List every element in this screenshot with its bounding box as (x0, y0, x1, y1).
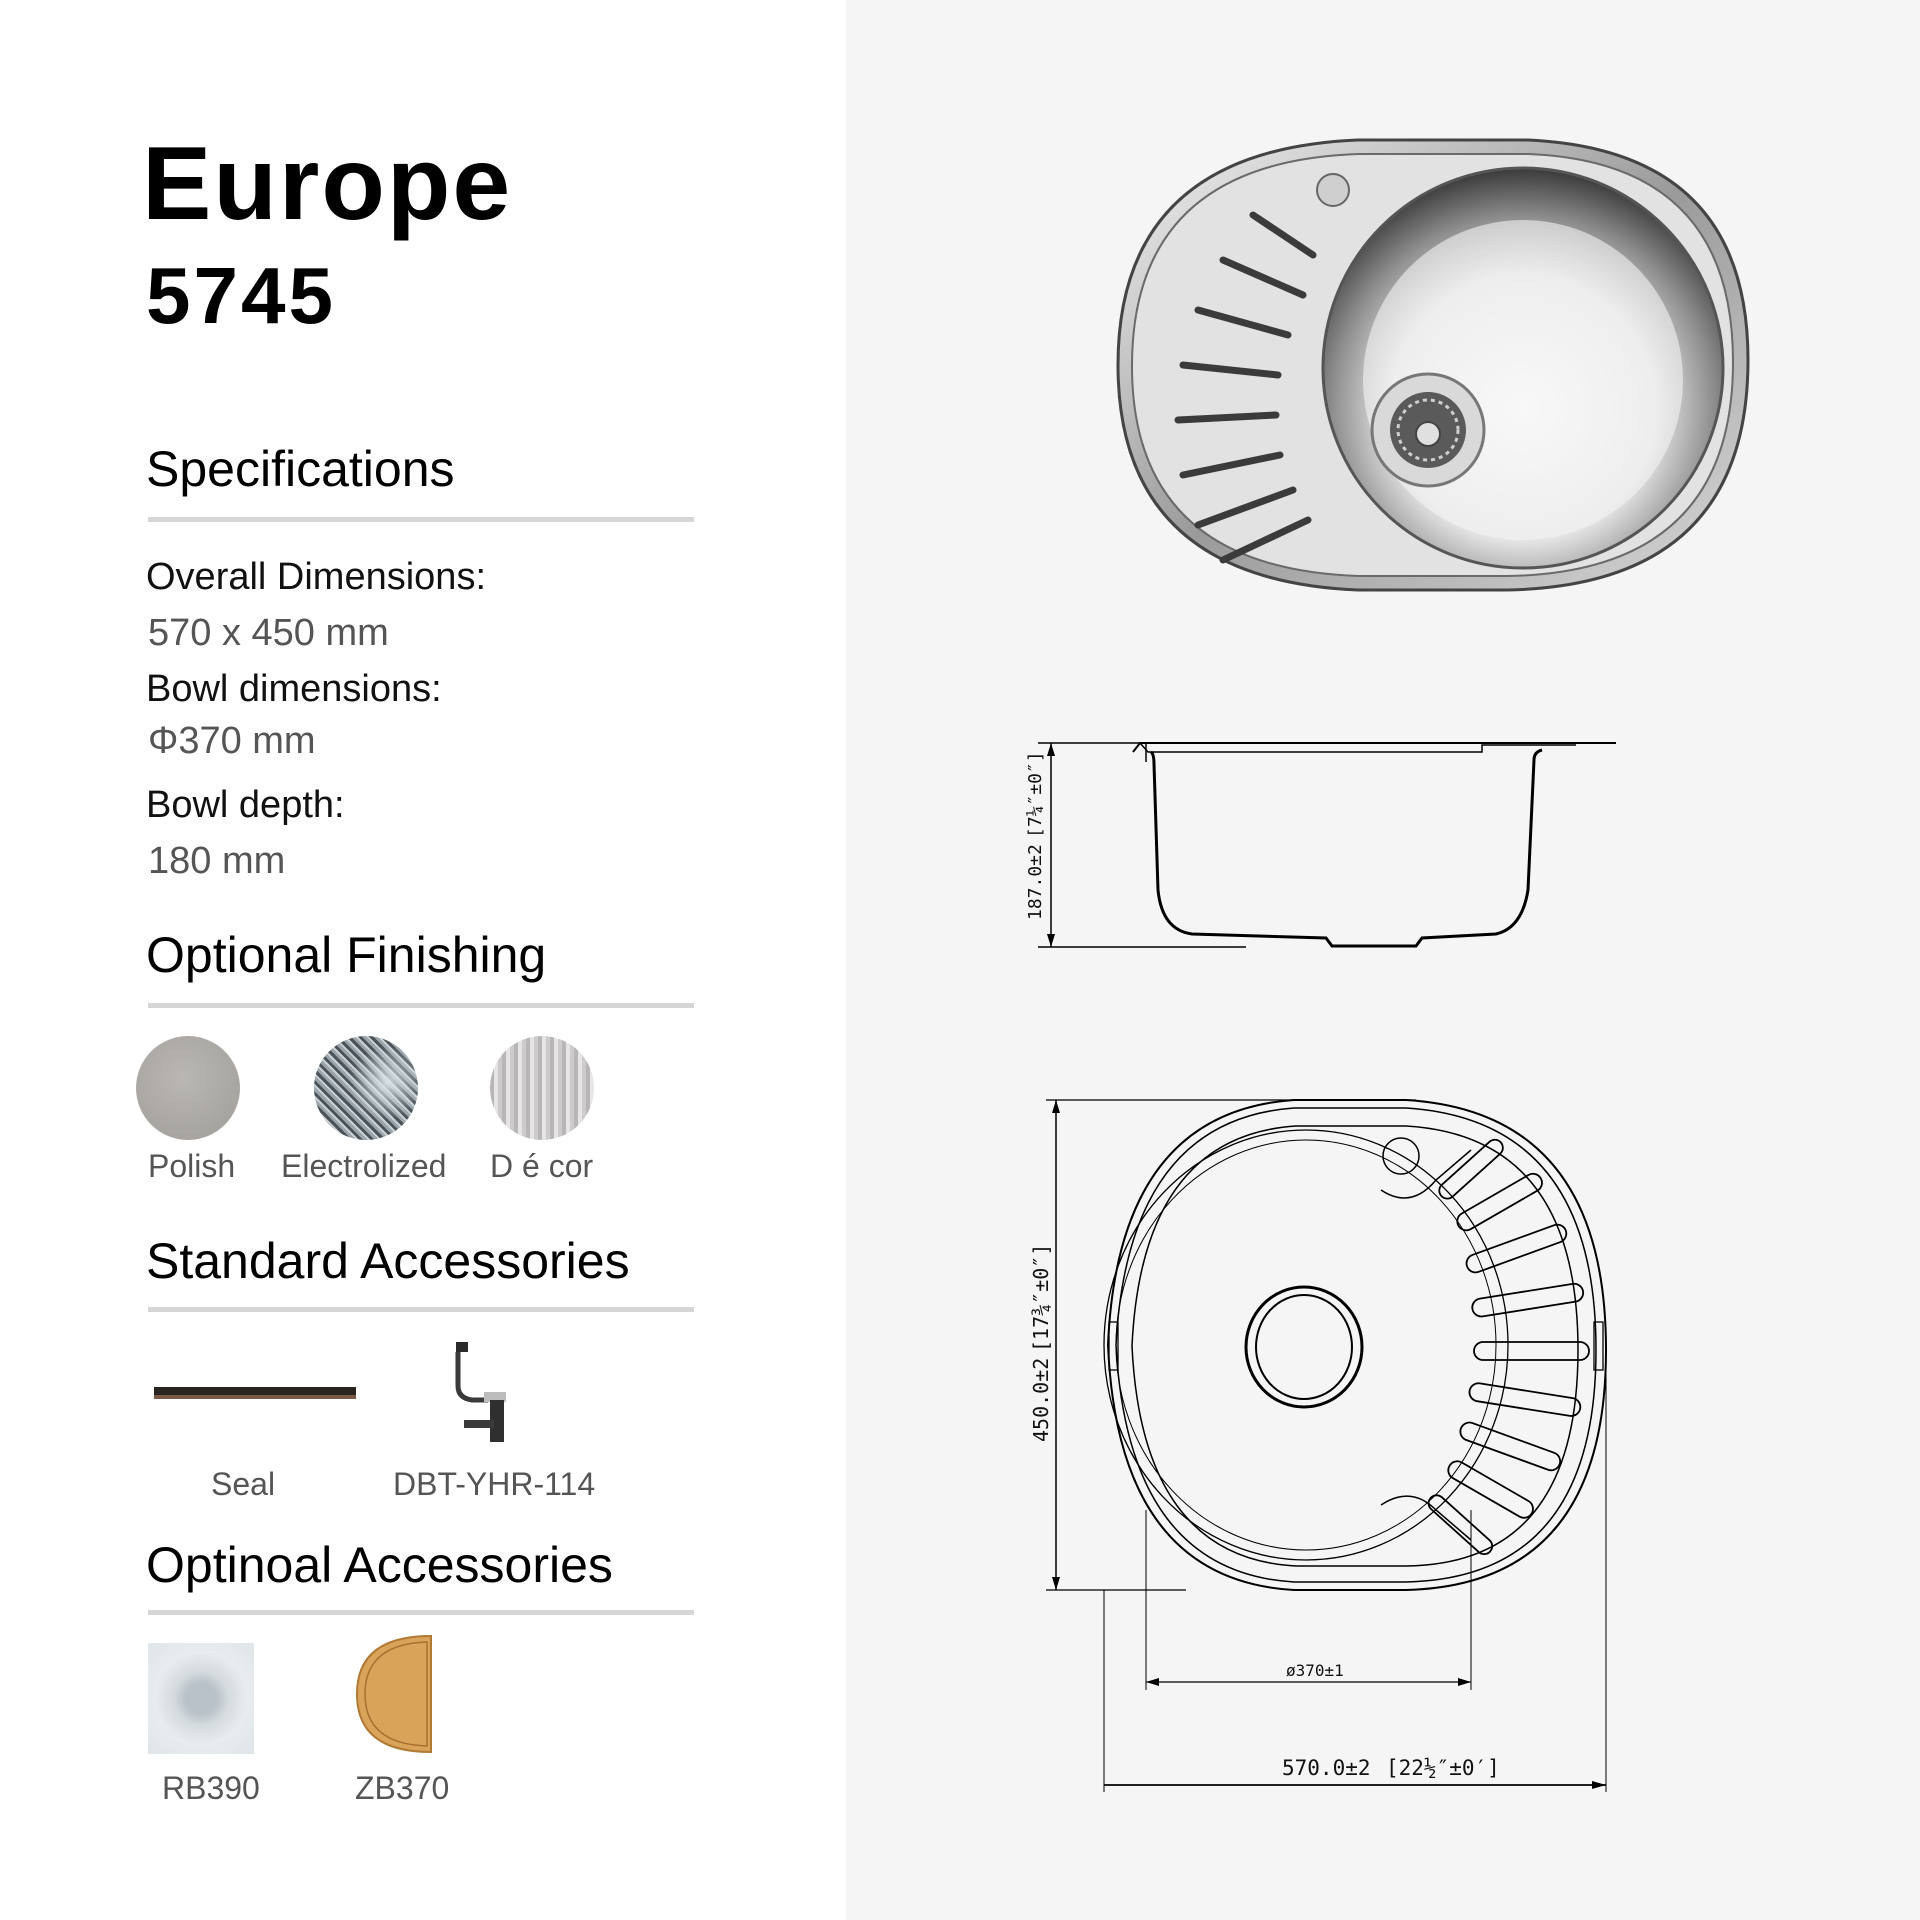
accessory-label-dbt-yhr-114: DBT-YHR-114 (393, 1466, 596, 1502)
optional-accessories-heading: Optinoal Accessories (146, 1537, 613, 1593)
top-height-dimension: 450.0±2 (1029, 1357, 1053, 1442)
overall-dimensions-value: 570 x 450 mm (148, 612, 389, 654)
sink-side-view-drawing (996, 720, 1616, 960)
overall-dimensions-label: Overall Dimensions: (146, 556, 486, 598)
accessory-label-zb370: ZB370 (355, 1770, 450, 1806)
seal-strip-icon (154, 1387, 356, 1401)
sink-top-view-drawing (966, 1090, 1666, 1810)
standard-accessories-heading: Standard Accessories (146, 1233, 630, 1289)
drain-assembly-icon (440, 1336, 520, 1448)
bowl-depth-value: 180 mm (148, 840, 286, 882)
product-series-title: Europe (142, 126, 513, 242)
finish-label-decor: D é cor (490, 1148, 594, 1184)
bowl-diameter-dimension: ø370±1 (1286, 1661, 1344, 1680)
decor-swatch-icon (490, 1036, 594, 1140)
standard-accessories-divider (148, 1307, 694, 1312)
drawing-panel (846, 0, 1920, 1920)
side-depth-dimension-imperial: [7¼″±0″] (1025, 751, 1046, 838)
accessory-label-rb390: RB390 (162, 1770, 260, 1806)
optional-finishing-heading: Optional Finishing (146, 927, 547, 983)
top-height-dimension-imperial: [17¾″±0″] (1029, 1243, 1053, 1352)
spec-panel (0, 0, 846, 1920)
finish-label-polish: Polish (148, 1148, 236, 1184)
product-model-number: 5745 (146, 251, 336, 340)
bowl-depth-label: Bowl depth: (146, 784, 345, 826)
basket-strainer-icon (148, 1643, 254, 1754)
polish-swatch-icon (136, 1036, 240, 1140)
electrolized-swatch-icon (314, 1036, 418, 1140)
sink-product-photo (1108, 130, 1768, 600)
bowl-dimensions-value: Φ370 mm (148, 720, 316, 762)
optional-accessories-divider (148, 1610, 694, 1615)
specifications-divider (148, 517, 694, 522)
overall-width-dimension-imperial: [22½″±0′] (1386, 1756, 1500, 1780)
specifications-heading: Specifications (146, 441, 455, 497)
accessory-label-seal: Seal (211, 1466, 276, 1502)
overall-width-dimension: 570.0±2 (1282, 1756, 1371, 1780)
optional-finishing-divider (148, 1003, 694, 1008)
bowl-dimensions-label: Bowl dimensions: (146, 668, 442, 710)
finish-label-electrolized: Electrolized (281, 1148, 447, 1184)
side-depth-dimension: 187.0±2 (1025, 844, 1046, 920)
bamboo-cutting-board-icon (355, 1634, 437, 1754)
